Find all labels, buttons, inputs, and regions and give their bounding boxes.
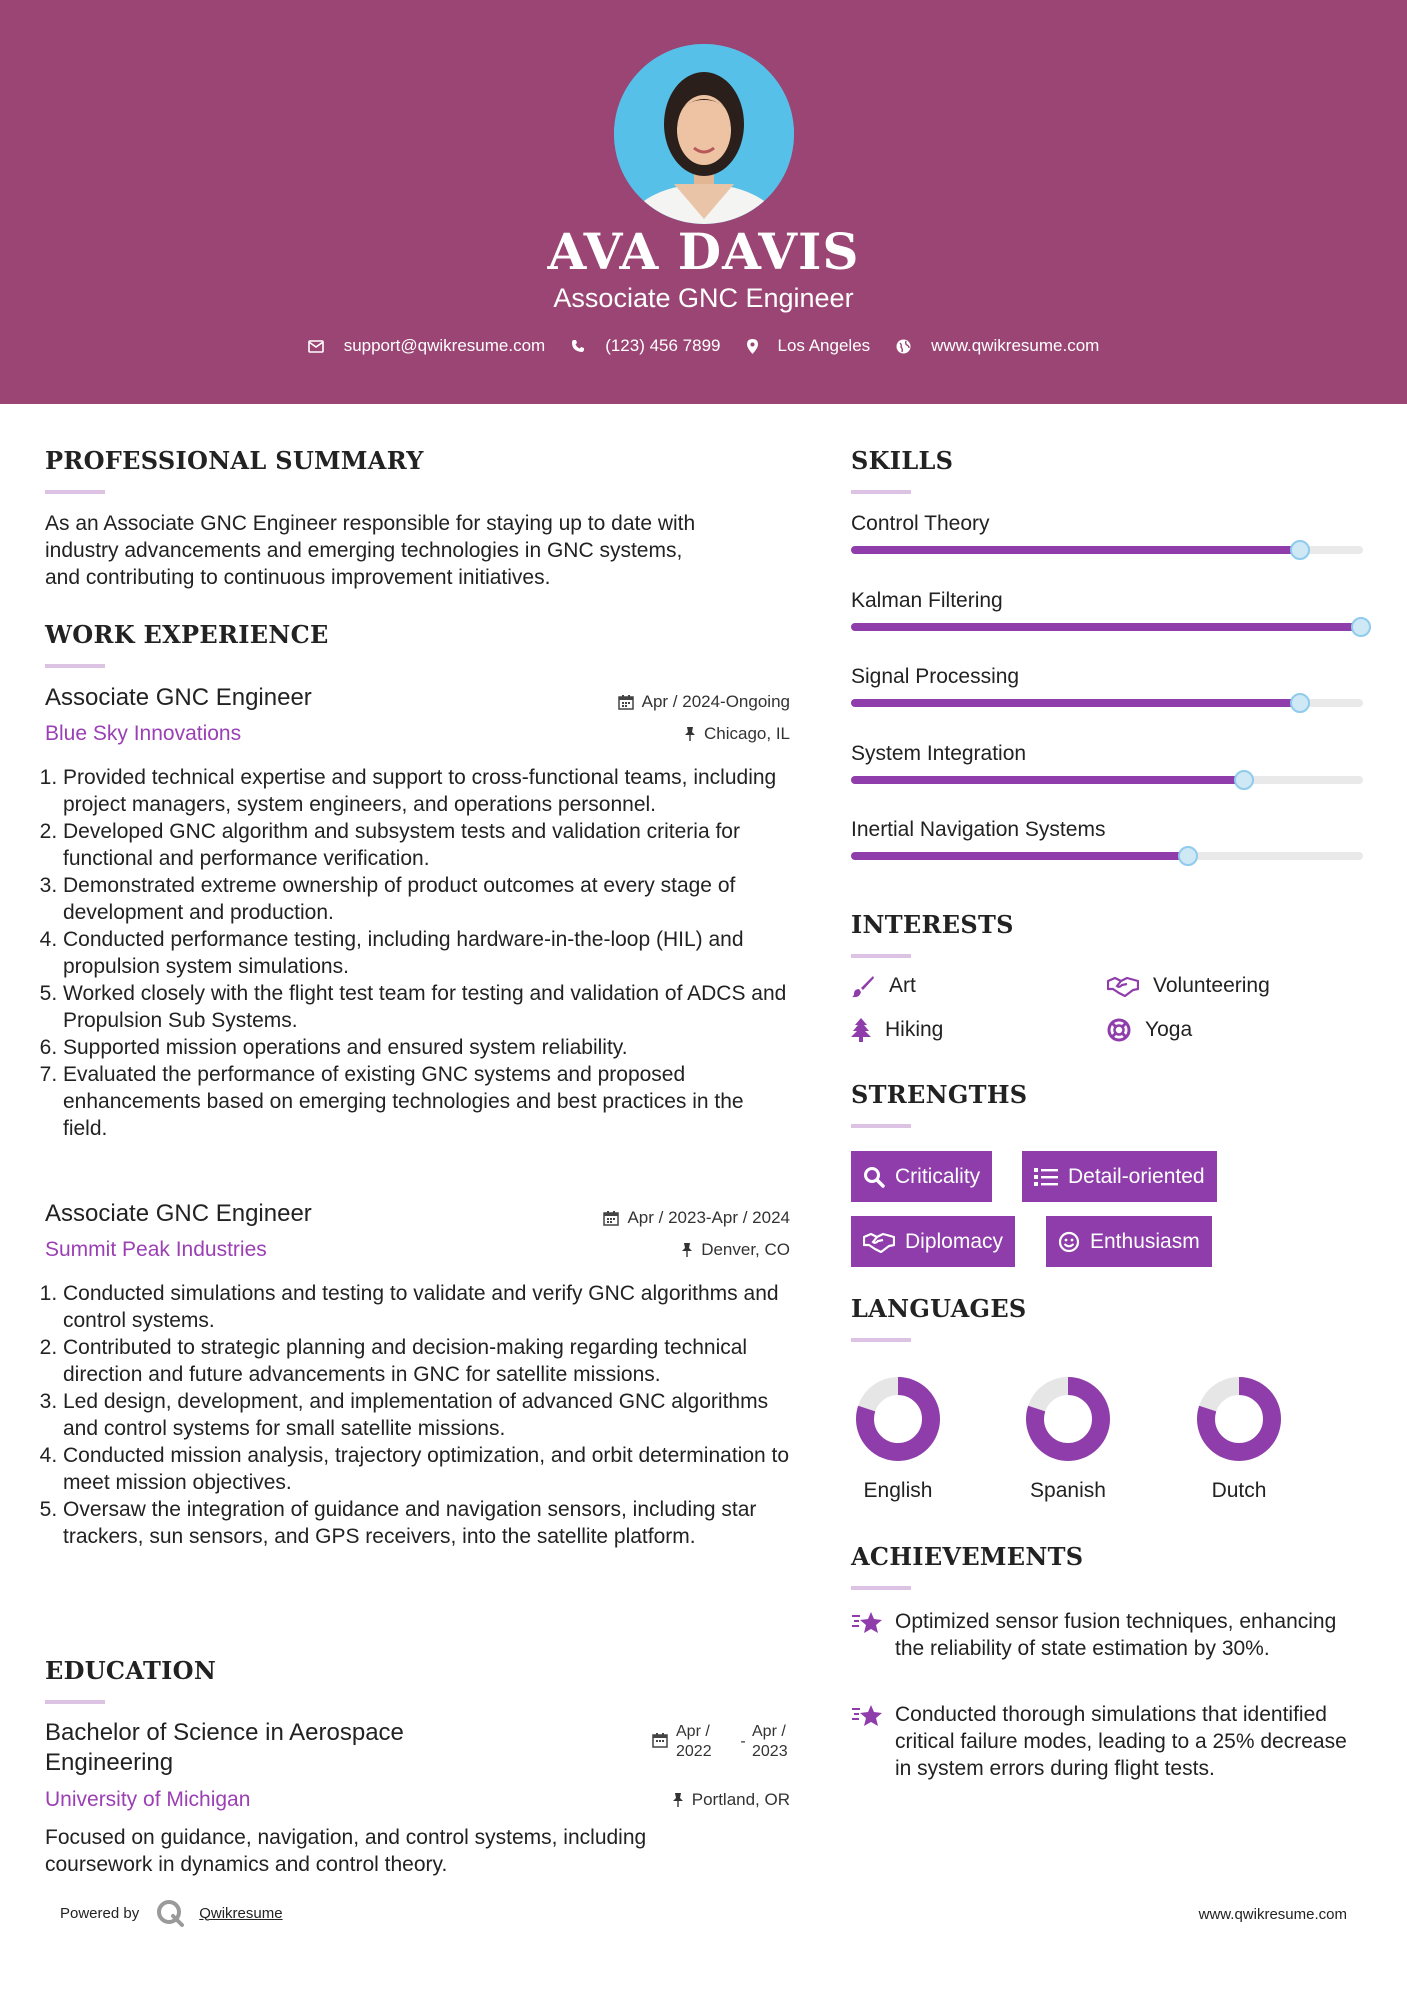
star-award-icon <box>851 1610 883 1636</box>
website-text: www.qwikresume.com <box>931 336 1100 355</box>
interest-item-hiking <box>851 1018 943 1042</box>
language-proficiency-donut <box>1194 1374 1284 1464</box>
skill-level-knob <box>1178 846 1198 866</box>
achievement-item <box>851 1608 1363 1662</box>
job-location-text: Chicago, IL <box>704 724 790 743</box>
strengths-heading-underline <box>851 1124 911 1128</box>
contact-bar <box>0 336 1407 356</box>
skill-level-bar <box>851 776 1363 784</box>
job-title: Associate GNC Engineer <box>45 1200 312 1227</box>
globe-icon <box>896 339 911 354</box>
list-item: 5. Worked closely with the flight test team for testing and validation of ADCS and Propulsion Sub Systems. <box>63 980 790 1034</box>
experience-heading-underline <box>45 664 105 668</box>
achievement-item <box>851 1701 1363 1782</box>
interest-label: Hiking <box>885 1018 944 1041</box>
date-separator-dash: - <box>740 1733 746 1750</box>
interests-heading-underline <box>851 954 911 958</box>
strength-tag-detail-oriented <box>1022 1151 1217 1202</box>
summary-line: As an Associate GNC Engineer responsible for staying up to date with <box>45 512 696 535</box>
summary-line: and contributing to continuous improvement initiatives. <box>45 566 551 589</box>
degree-line: Engineering <box>45 1749 174 1776</box>
map-pin-icon <box>747 339 758 354</box>
degree-line: Bachelor of Science in Aerospace <box>45 1719 404 1746</box>
language-name: Spanish <box>1030 1479 1106 1502</box>
interest-label: Volunteering <box>1153 974 1270 997</box>
skill-level-fill <box>851 546 1300 554</box>
interests-heading: INTERESTS <box>851 910 1014 939</box>
skill-level-knob <box>1234 770 1254 790</box>
education-desc-line: coursework in dynamics and control theory. <box>45 1853 448 1876</box>
achievements-heading: ACHIEVEMENTS <box>851 1542 1084 1571</box>
search-icon <box>863 1166 885 1188</box>
education-start-date <box>676 1722 734 1762</box>
education-date <box>652 1722 790 1762</box>
list-item: 1. Provided technical expertise and support to cross-functional teams, including project managers, system engineers, and operations personnel. <box>63 764 790 818</box>
strength-label: Enthusiasm <box>1090 1229 1200 1253</box>
phone-text: (123) 456 7899 <box>605 336 721 355</box>
interest-label: Yoga <box>1145 1018 1193 1041</box>
achievements-heading-underline <box>851 1586 911 1590</box>
job-responsibilities <box>45 1280 790 1550</box>
company-name: Summit Peak Industries <box>45 1238 267 1261</box>
strength-label: Criticality <box>895 1164 981 1188</box>
job-location-text: Denver, CO <box>701 1240 790 1259</box>
company-name: Blue Sky Innovations <box>45 722 242 745</box>
resume-header <box>0 0 1407 404</box>
job-responsibilities <box>45 764 790 1142</box>
skill-level-bar <box>851 623 1363 631</box>
phone-icon <box>571 339 585 353</box>
strengths-heading: STRENGTHS <box>851 1080 1028 1109</box>
skill-level-bar <box>851 852 1363 860</box>
list-item: 6. Supported mission operations and ensured system reliability. <box>63 1034 790 1061</box>
language-proficiency-donut <box>853 1374 943 1464</box>
interest-item-yoga <box>1107 1018 1192 1042</box>
degree-title <box>45 1718 404 1778</box>
skills-heading: SKILLS <box>851 446 954 475</box>
tree-icon <box>851 1018 871 1042</box>
job-location <box>684 724 790 744</box>
strength-label: Detail-oriented <box>1068 1164 1205 1188</box>
achievement-text: Conducted thorough simulations that identified critical failure modes, leading to a 25% decrease in system errors during flight tests. <box>895 1703 1347 1780</box>
powered-by-label: Powered by <box>60 1904 140 1922</box>
footer-powered-by <box>60 1898 283 1928</box>
interest-label: Art <box>889 974 916 997</box>
end-date-year: 2023 <box>752 1743 788 1760</box>
list-item: 2. Developed GNC algorithm and subsystem tests and validation criteria for functional and performance verification. <box>63 818 790 872</box>
education-end-date <box>752 1722 790 1762</box>
skill-name: Control Theory <box>851 512 990 535</box>
profile-photo <box>614 44 794 224</box>
summary-line: industry advancements and emerging technologies in GNC systems, <box>45 539 683 562</box>
job-date-text: Apr / 2024-Ongoing <box>641 692 790 711</box>
interest-item-art <box>851 974 916 998</box>
education-heading: EDUCATION <box>45 1656 217 1685</box>
strength-tag-criticality <box>851 1151 992 1202</box>
summary-heading: PROFESSIONAL SUMMARY <box>45 446 424 475</box>
education-location <box>672 1790 790 1810</box>
list-item: 4. Conducted mission analysis, trajectory optimization, and orbit determination to meet mission objectives. <box>63 1442 790 1496</box>
contact-phone[interactable] <box>571 336 720 356</box>
lifering-icon <box>1107 1018 1131 1042</box>
pushpin-icon <box>684 726 696 742</box>
achievement-text: Optimized sensor fusion techniques, enhancing the reliability of state estimation by 30%. <box>895 1610 1337 1660</box>
handshake-icon <box>863 1231 895 1253</box>
skill-name: Kalman Filtering <box>851 588 1003 612</box>
pushpin-icon <box>672 1792 684 1808</box>
skill-level-knob <box>1290 693 1310 713</box>
calendar-icon <box>618 694 634 710</box>
job-date <box>603 1208 790 1228</box>
interest-item-volunteering <box>1107 974 1270 998</box>
languages-heading-underline <box>851 1338 911 1342</box>
list-item: 5. Oversaw the integration of guidance and navigation sensors, including star trackers, sun sensors, and GPS receivers, into the satellite platform. <box>63 1496 790 1550</box>
list-item: 3. Demonstrated extreme ownership of product outcomes at every stage of development and production. <box>63 872 790 926</box>
education-location-text: Portland, OR <box>691 1790 790 1809</box>
skill-level-knob <box>1351 617 1371 637</box>
languages-heading: LANGUAGES <box>851 1294 1027 1323</box>
strength-tag-diplomacy <box>851 1216 1015 1267</box>
strength-tag-enthusiasm <box>1046 1216 1212 1267</box>
candidate-name: AVA DAVIS <box>547 222 860 281</box>
school-name: University of Michigan <box>45 1788 251 1811</box>
skill-level-bar <box>851 546 1363 554</box>
contact-location <box>747 336 871 356</box>
list-item: 1. Conducted simulations and testing to validate and verify GNC algorithms and control systems. <box>63 1280 790 1334</box>
skill-level-fill <box>851 776 1244 784</box>
start-date-year: 2022 <box>676 1743 712 1760</box>
location-text: Los Angeles <box>777 336 871 355</box>
language-item <box>838 1374 958 1464</box>
contact-website[interactable] <box>896 336 1099 356</box>
language-name: English <box>863 1479 933 1502</box>
list-item: 2. Contributed to strategic planning and decision-making regarding technical direction and future advancements in GNC for satellite missions. <box>63 1334 790 1388</box>
skill-level-fill <box>851 699 1300 707</box>
envelope-icon <box>308 340 324 353</box>
star-award-icon <box>851 1703 883 1729</box>
email-text: support@qwikresume.com <box>343 336 546 355</box>
start-date-month: Apr / <box>676 1723 710 1740</box>
strength-label: Diplomacy <box>905 1229 1004 1253</box>
education-heading-underline <box>45 1700 105 1704</box>
paintbrush-icon <box>851 974 875 998</box>
pushpin-icon <box>681 1242 693 1258</box>
footer-website-link[interactable]: www.qwikresume.com <box>1198 1906 1347 1923</box>
summary-heading-underline <box>45 490 105 494</box>
candidate-title: Associate GNC Engineer <box>553 283 854 313</box>
job-location <box>681 1240 790 1260</box>
calendar-icon <box>603 1210 619 1226</box>
skill-level-fill <box>851 852 1188 860</box>
handshake-icon <box>1107 975 1139 997</box>
list-item: 3. Led design, development, and implementation of advanced GNC algorithms and control systems for small satellite missions. <box>63 1388 790 1442</box>
experience-heading: WORK EXPERIENCE <box>45 620 329 649</box>
skills-heading-underline <box>851 490 911 494</box>
skill-level-fill <box>851 623 1361 631</box>
education-desc-line: Focused on guidance, navigation, and control systems, including <box>45 1826 647 1849</box>
language-item <box>1179 1374 1299 1464</box>
education-description <box>45 1824 790 1878</box>
job-date-text: Apr / 2023-Apr / 2024 <box>627 1208 790 1227</box>
skill-name: Inertial Navigation Systems <box>851 818 1106 841</box>
job-date <box>618 692 790 712</box>
job-title: Associate GNC Engineer <box>45 684 312 711</box>
list-icon <box>1034 1167 1058 1187</box>
smile-icon <box>1058 1231 1080 1253</box>
end-date-month: Apr / <box>752 1723 786 1740</box>
list-item: 4. Conducted performance testing, including hardware-in-the-loop (HIL) and propulsion system simulations. <box>63 926 790 980</box>
language-item <box>1008 1374 1128 1464</box>
qwikresume-logo-icon <box>155 1898 185 1928</box>
contact-email[interactable] <box>308 336 546 356</box>
list-item: 7. Evaluated the performance of existing GNC systems and proposed enhancements based on emerging technologies and best practices in the field. <box>63 1061 790 1142</box>
calendar-icon <box>652 1732 668 1748</box>
qwikresume-link[interactable]: Qwikresume <box>199 1904 283 1922</box>
language-name: Dutch <box>1211 1479 1267 1502</box>
skill-name: System Integration <box>851 741 1027 765</box>
skill-level-bar <box>851 699 1363 707</box>
summary-text <box>45 510 790 591</box>
skill-name: Signal Processing <box>851 665 1020 688</box>
language-proficiency-donut <box>1023 1374 1113 1464</box>
skill-level-knob <box>1290 540 1310 560</box>
